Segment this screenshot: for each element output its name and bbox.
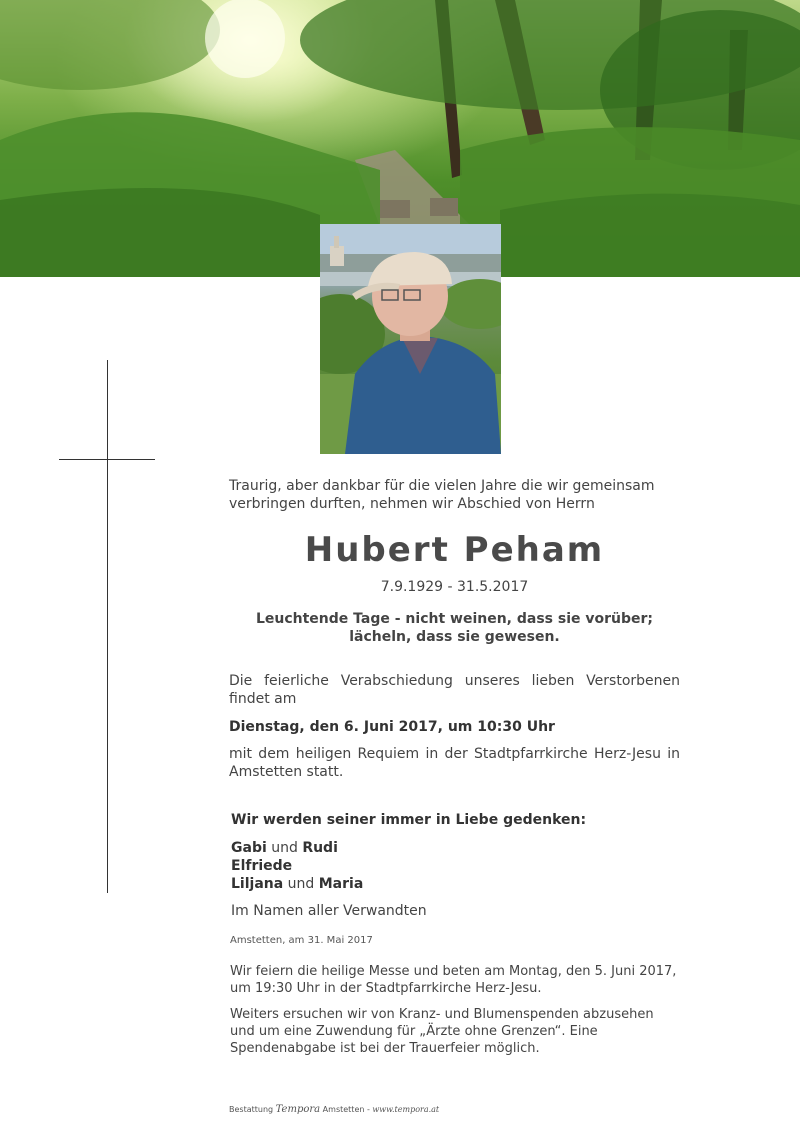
ceremony-intro: Die feierliche Verabschiedung unseres lieben Verstorbenen findet am — [229, 673, 680, 707]
mourner-line-2 — [231, 857, 682, 875]
mourner-line-1 — [231, 839, 682, 857]
quote-line-2: lächeln, dass sie gewesen. — [349, 629, 560, 645]
footer-suffix: Amstetten - — [322, 1105, 373, 1114]
mourner-line-3 — [231, 875, 682, 893]
footer-brand: Tempora — [275, 1104, 321, 1115]
ceremony-place: mit dem heiligen Requiem in der Stadtpfarrkirche Herz-Jesu in Amstetten statt. — [229, 746, 680, 780]
portrait-illustration — [320, 224, 501, 454]
ceremony-date: Dienstag, den 6. Juni 2017, um 10:30 Uhr — [229, 719, 555, 735]
mourner-gabi: Gabi — [231, 840, 267, 856]
place-date: Amstetten, am 31. Mai 2017 — [230, 935, 373, 946]
quote-line-1: Leuchtende Tage - nicht weinen, dass sie vorüber; — [255, 611, 654, 627]
footer-url: www.tempora.at — [372, 1105, 440, 1114]
life-dates: 7.9.1929 - 31.5.2017 — [380, 579, 529, 595]
footer-prefix: Bestattung — [229, 1105, 274, 1114]
quote — [229, 610, 680, 646]
donation-info: Weiters ersuchen wir von Kranz- und Blumenspenden abzusehen und um eine Zuwendung für „Ärzte ohne Grenzen“. Eine Spendenabgabe ist bei der Trauerfeier möglich. — [230, 1007, 654, 1056]
mourner-liljana: Liljana — [231, 876, 284, 892]
relatives-line: Im Namen aller Verwandten — [231, 903, 427, 919]
deceased-name: Hubert Peham — [304, 530, 605, 570]
mourner-maria: Maria — [318, 876, 364, 892]
funeral-home-footer — [229, 1104, 439, 1115]
mourner-rudi: Rudi — [302, 840, 338, 856]
mass-info: Wir feiern die heilige Messe und beten am Montag, den 5. Juni 2017, um 19:30 Uhr in der Stadtpfarrkirche Herz-Jesu. — [230, 964, 677, 996]
and-word: und — [287, 876, 315, 892]
and-word: und — [271, 840, 298, 856]
intro-text: Traurig, aber dankbar für die vielen Jahre die wir gemeinsam verbringen durften, nehmen wir Abschied von Herrn — [229, 478, 655, 512]
cross-horizontal-line — [59, 459, 155, 460]
mourner-elfriede: Elfriede — [231, 858, 293, 874]
mourners-list — [231, 839, 682, 893]
remembrance-heading: Wir werden seiner immer in Liebe gedenken: — [231, 812, 587, 828]
cross-vertical-line — [107, 360, 108, 893]
portrait-photo — [320, 224, 501, 454]
